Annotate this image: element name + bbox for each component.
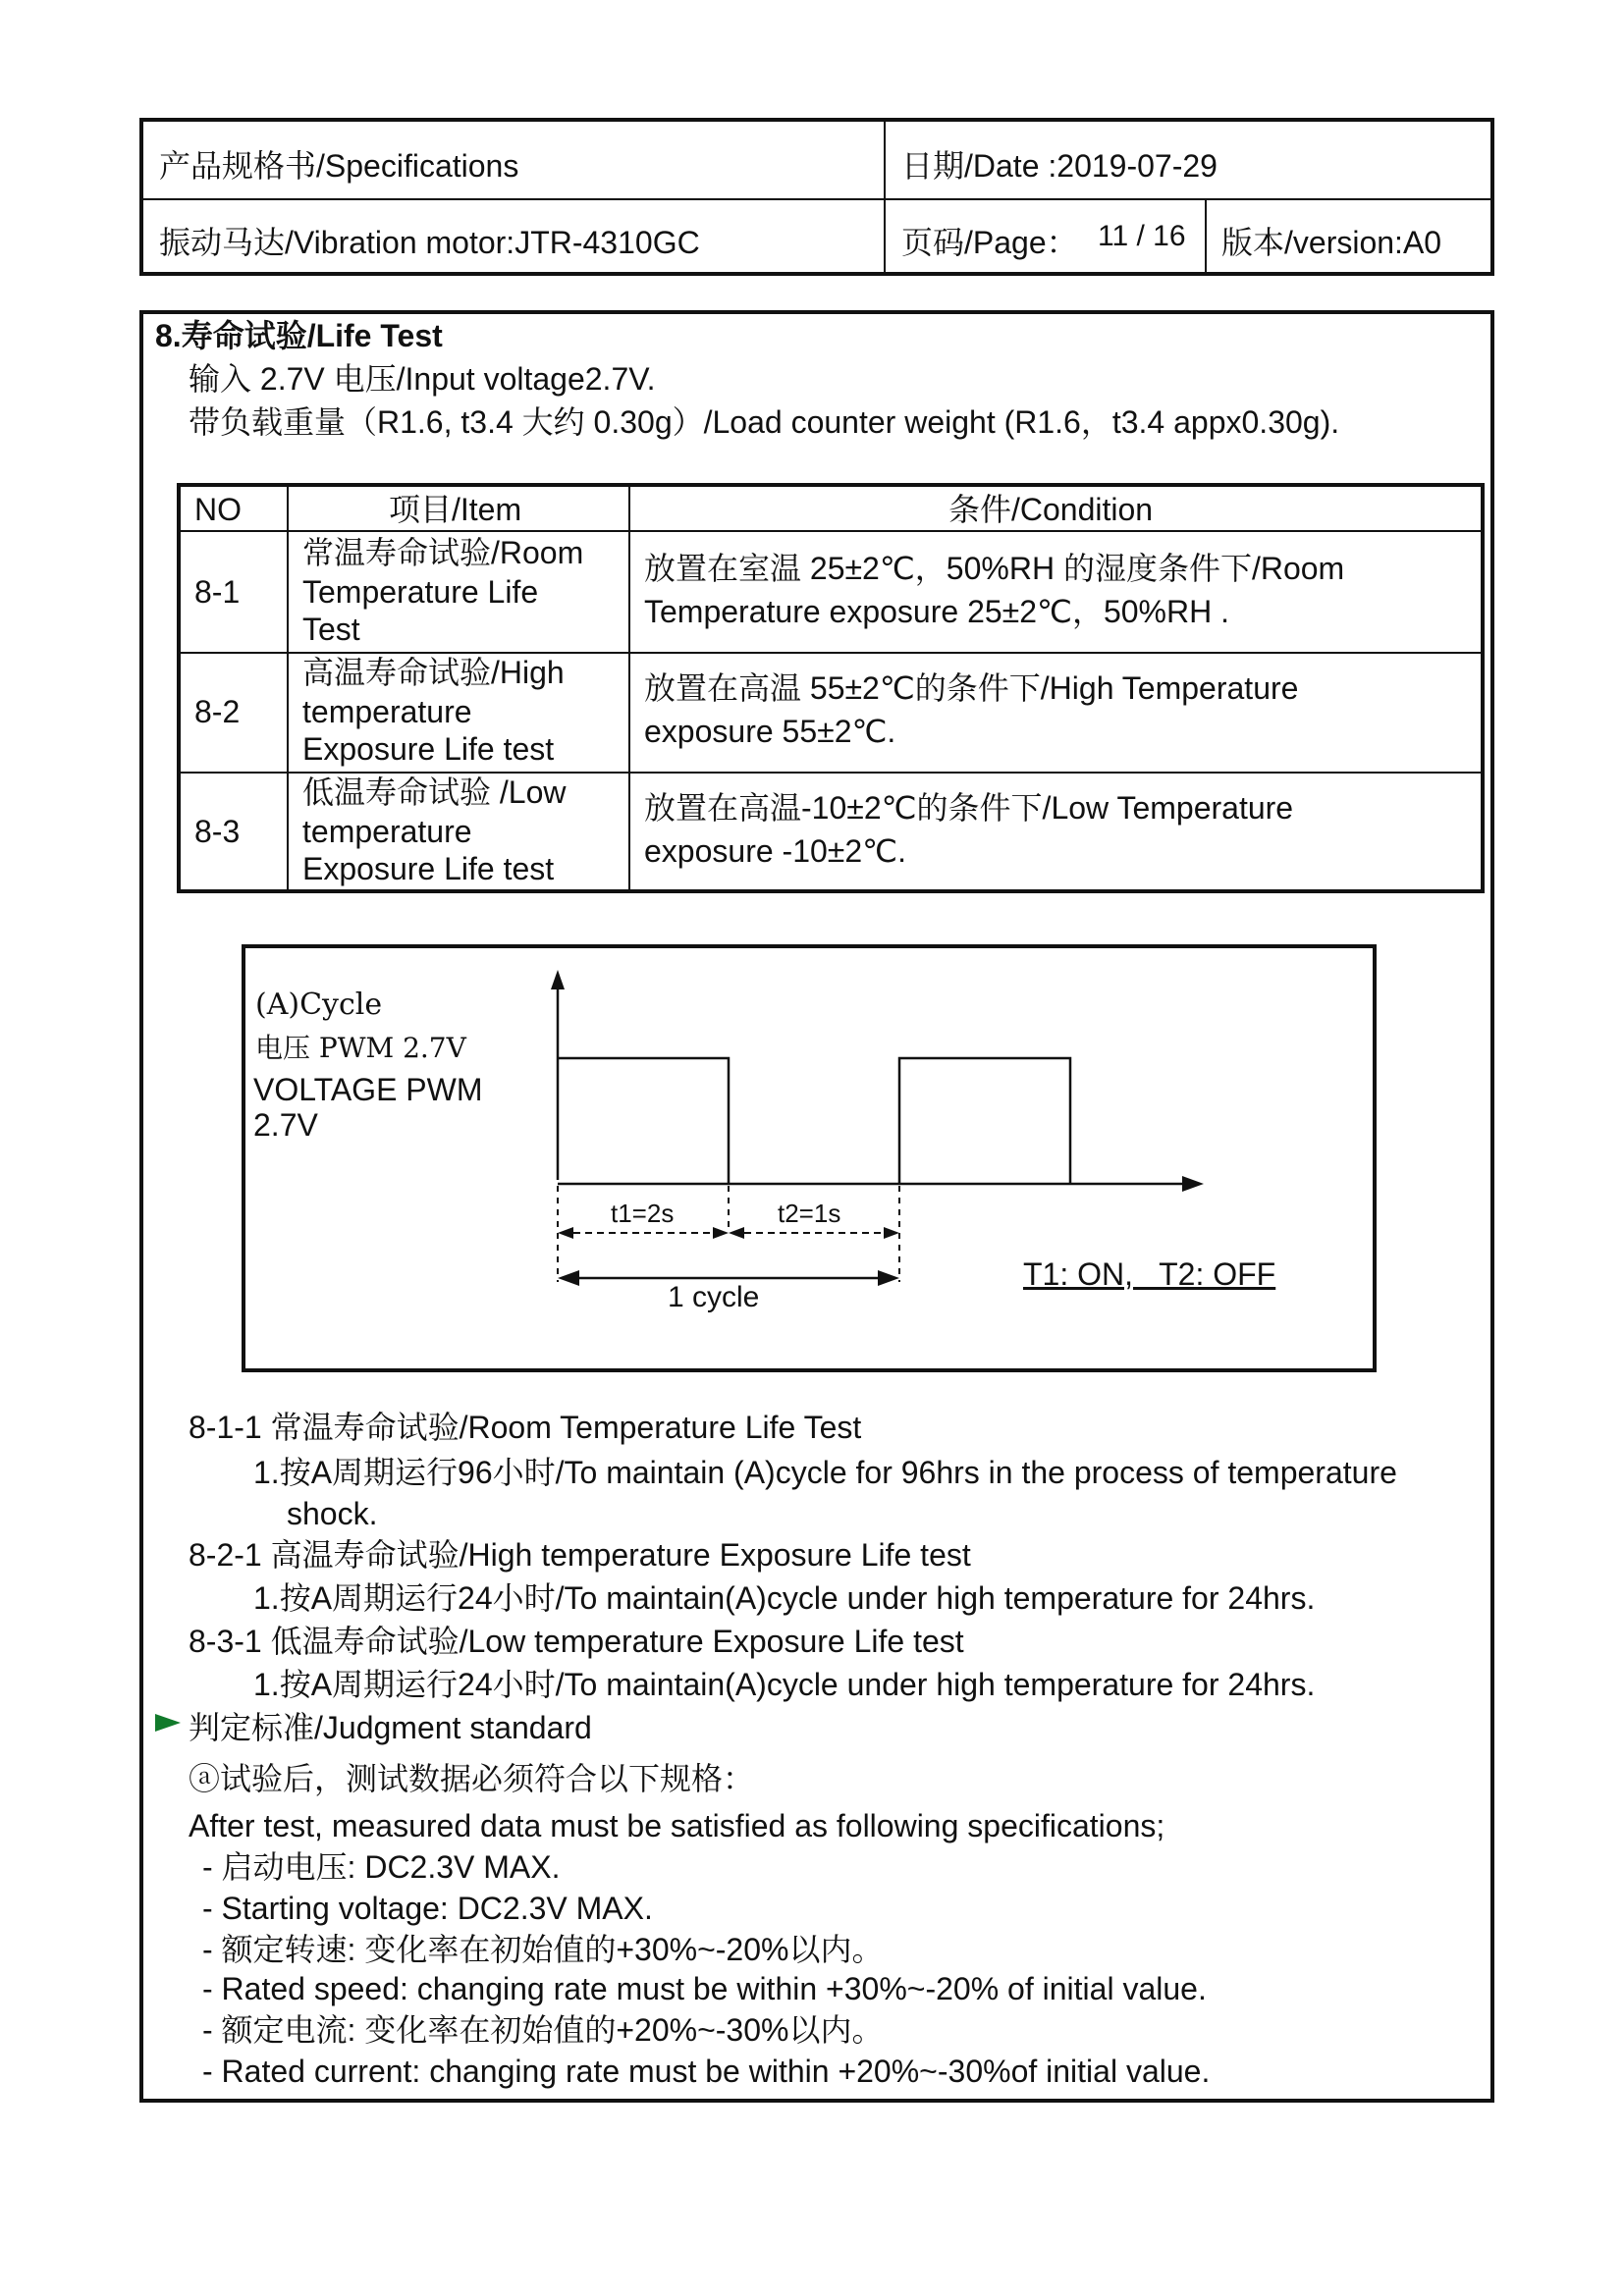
table-row-item: Exposure Life test xyxy=(302,851,555,886)
table-row-condition: 放置在高温-10±2℃的条件下/Low Temperature xyxy=(644,790,1294,826)
table-row-item: temperature xyxy=(302,694,472,729)
table-row-no: 8-2 xyxy=(194,694,241,729)
section-title: 8.寿命试验/Life Test xyxy=(155,318,443,353)
green-flag-icon xyxy=(155,1714,181,1732)
header-divider xyxy=(1205,198,1207,272)
table-column-divider xyxy=(628,487,630,889)
header-divider xyxy=(884,122,886,272)
low-test-title: 8-3-1 低温寿命试验/Low temperature Exposure Life test xyxy=(189,1624,964,1659)
table-row-condition: exposure -10±2℃. xyxy=(644,833,906,869)
input-voltage-text: 输入 2.7V 电压/Input voltage2.7V. xyxy=(189,361,656,397)
arrow-left-icon xyxy=(558,1270,579,1286)
table-row-condition: 放置在室温 25±2℃，50%RH 的湿度条件下/Room xyxy=(644,551,1345,586)
document-date: 日期/Date :2019-07-29 xyxy=(901,148,1218,184)
table-row-no: 8-3 xyxy=(194,814,241,849)
judgment-title: 判定标准/Judgment standard xyxy=(189,1710,592,1745)
table-row-condition: exposure 55±2℃. xyxy=(644,714,896,749)
arrow-left-icon xyxy=(558,1227,573,1239)
page-number: 11 / 16 xyxy=(1098,220,1186,252)
page-label: 页码/Page： xyxy=(901,225,1078,260)
table-header-condition: 条件/Condition xyxy=(948,492,1154,527)
on-off-legend: T1: ON, T2: OFF xyxy=(1023,1256,1276,1292)
table-header-no: NO xyxy=(194,492,242,527)
judgment-item: - 额定转速: 变化率在初始值的+30%~-20%以内。 xyxy=(202,1932,884,1967)
x-axis-arrow-icon xyxy=(1182,1176,1204,1192)
table-row-item: Test xyxy=(302,612,360,647)
table-row-condition: Temperature exposure 25±2℃，50%RH . xyxy=(644,594,1230,629)
t1-label: t1=2s xyxy=(611,1199,675,1228)
pulse-on-1 xyxy=(558,1058,729,1184)
document-title: 产品规格书/Specifications xyxy=(159,148,519,184)
table-row-item: Temperature Life xyxy=(302,574,539,610)
table-row-item: 低温寿命试验 /Low xyxy=(302,774,567,810)
high-test-step: 1.按A周期运行24小时/To maintain(A)cycle under high temperature for 24hrs. xyxy=(253,1580,1316,1616)
high-test-title: 8-2-1 高温寿命试验/High temperature Exposure Life test xyxy=(189,1537,971,1573)
table-row-item: Exposure Life test xyxy=(302,731,555,767)
diagram-label-cycle: (A)Cycle xyxy=(255,988,383,1022)
header-divider xyxy=(143,198,1490,200)
room-test-step-cont: shock. xyxy=(287,1496,378,1531)
table-row-item: 高温寿命试验/High xyxy=(302,655,565,690)
judgment-item: - Starting voltage: DC2.3V MAX. xyxy=(202,1891,653,1926)
judgment-intro-en: After test, measured data must be satisfied as following specifications; xyxy=(189,1808,1165,1843)
product-name: 振动马达/Vibration motor:JTR-4310GC xyxy=(159,225,700,260)
pulse-on-2 xyxy=(899,1058,1070,1184)
document-version: 版本/version:A0 xyxy=(1221,225,1442,260)
spec-header-table xyxy=(139,118,1494,276)
life-test-table xyxy=(177,483,1485,893)
judgment-item: - Rated speed: changing rate must be within +30%~-20% of initial value. xyxy=(202,1971,1207,2006)
diagram-label-voltage-en: VOLTAGE PWM xyxy=(253,1072,483,1107)
diagram-label-voltage-value: 2.7V xyxy=(253,1107,318,1143)
t2-label: t2=1s xyxy=(778,1199,841,1228)
y-axis-arrow-icon xyxy=(551,970,565,989)
judgment-item: - 额定电流: 变化率在初始值的+20%~-30%以内。 xyxy=(202,2012,884,2048)
pwm-waveform xyxy=(245,948,1373,1368)
table-row-divider xyxy=(181,530,1481,532)
judgment-item: - 启动电压: DC2.3V MAX. xyxy=(202,1849,561,1885)
diagram-label-voltage-cn: 电压 PWM 2.7V xyxy=(255,1032,466,1064)
room-test-title: 8-1-1 常温寿命试验/Room Temperature Life Test xyxy=(189,1410,862,1445)
table-row-no: 8-1 xyxy=(194,574,241,610)
arrow-right-icon xyxy=(878,1270,899,1286)
table-row-condition: 放置在高温 55±2℃的条件下/High Temperature xyxy=(644,670,1299,706)
load-weight-text: 带负载重量（R1.6, t3.4 大约 0.30g）/Load counter weight (R1.6，t3.4 appx0.30g). xyxy=(189,404,1340,440)
arrow-right-icon xyxy=(884,1227,899,1239)
judgment-item: - Rated current: changing rate must be within +20%~-30%of initial value. xyxy=(202,2054,1211,2089)
room-test-step: 1.按A周期运行96小时/To maintain (A)cycle for 96hrs in the process of temperature xyxy=(253,1455,1397,1490)
arrow-left-icon xyxy=(729,1227,744,1239)
table-header-item: 项目/Item xyxy=(389,492,522,527)
arrow-right-icon xyxy=(713,1227,729,1239)
cycle-label: 1 cycle xyxy=(668,1281,760,1313)
table-column-divider xyxy=(287,487,289,889)
low-test-step: 1.按A周期运行24小时/To maintain(A)cycle under high temperature for 24hrs. xyxy=(253,1667,1316,1702)
table-row-item: 常温寿命试验/Room xyxy=(302,535,584,570)
table-row-item: temperature xyxy=(302,814,472,849)
judgment-intro-cn: ⓐ试验后，测试数据必须符合以下规格： xyxy=(189,1761,755,1796)
pwm-cycle-diagram xyxy=(242,944,1377,1372)
